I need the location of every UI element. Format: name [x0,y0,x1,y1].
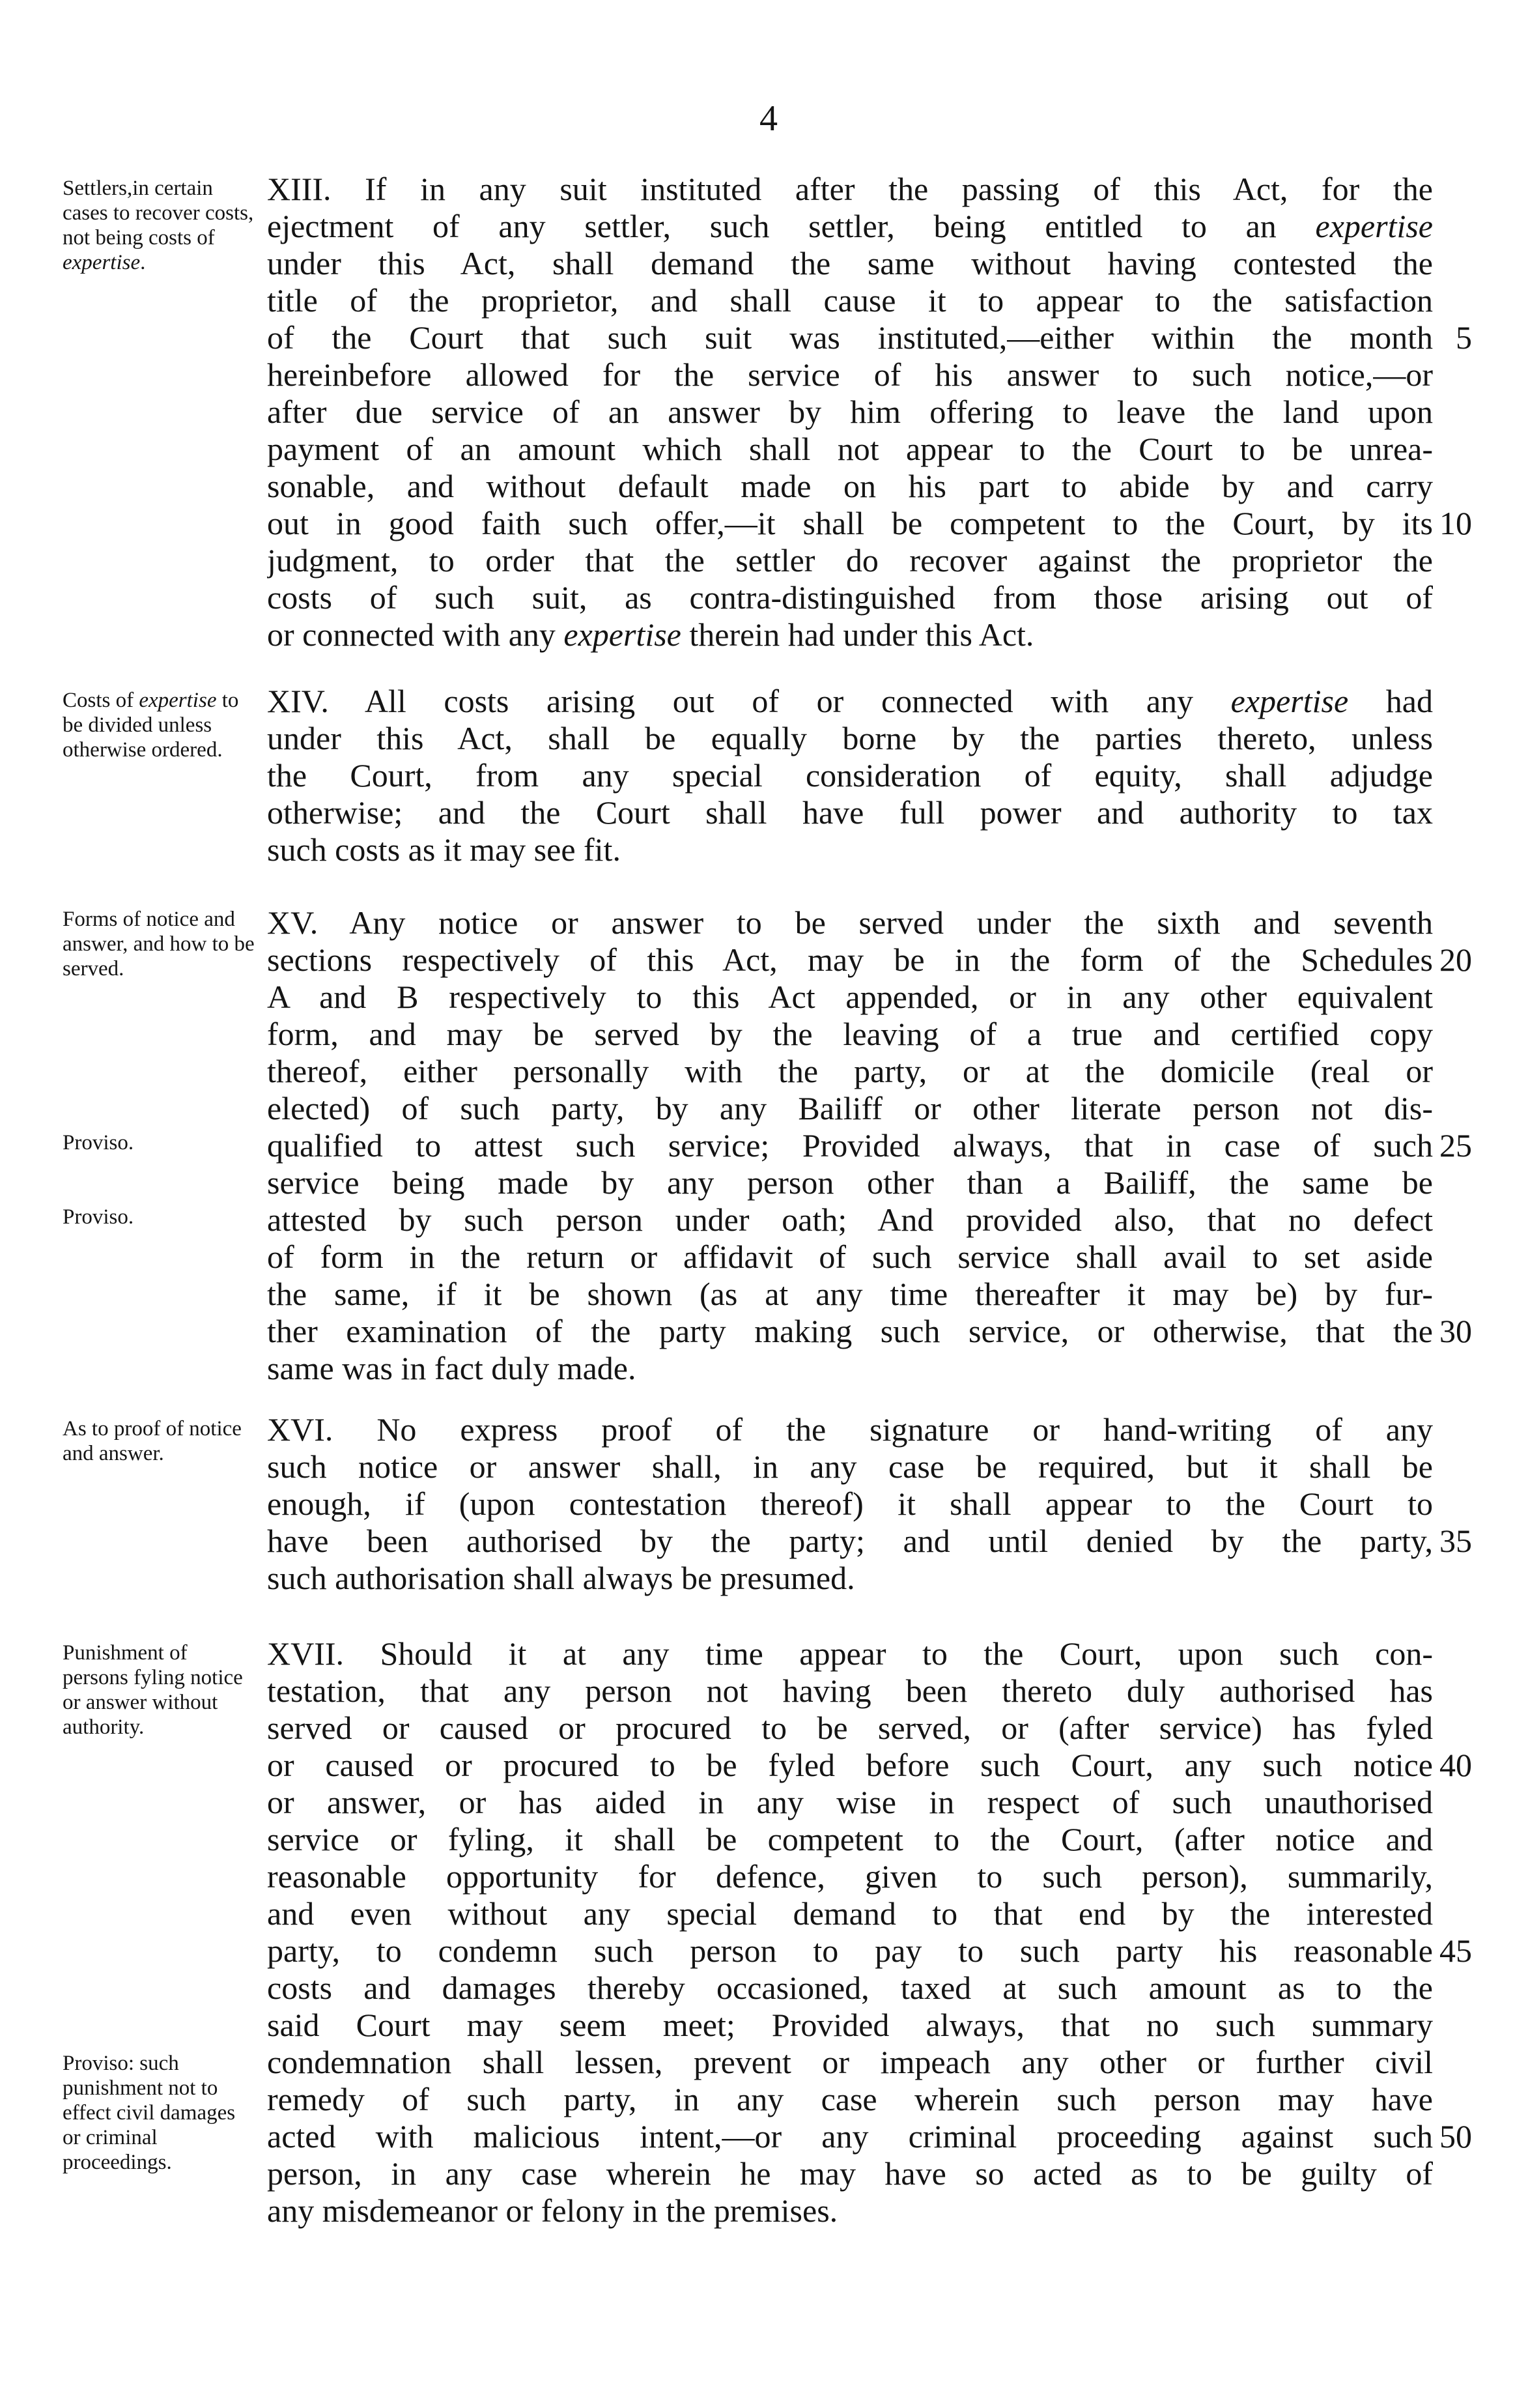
text-line: condemnation shall lessen, prevent or impeach any other or further civil [267,2044,1433,2080]
text-line: ther examination of the party making such service, or otherwise, that the [267,1313,1433,1349]
text-line: sonable, and without default made on his part to abide by and carry [267,468,1433,504]
text-line: or connected with any expertise therein had under this Act. [267,616,1034,653]
line-number: 20 [1439,941,1472,978]
text-line: person, in any case wherein he may have so acted as to be guilty of [267,2155,1433,2192]
section-text [267,1635,1433,2229]
margin-note: Costs of expertise to be divided unless otherwise ordered. [63,689,239,762]
text-line: XIII. If in any suit instituted after the passing of this Act, for the [267,171,1433,207]
text-line: acted with malicious intent,—or any criminal proceeding against such [267,2118,1433,2155]
text-line: qualified to attest such service; Provided always, that in case of such [267,1127,1433,1164]
line-number: 10 [1439,505,1472,541]
line-number: 35 [1439,1523,1472,1559]
text-line: testation, that any person not having been thereto duly authorised has [267,1672,1433,1709]
text-line: ejectment of any settler, such settler, being entitled to an expertise [267,208,1433,244]
text-line: any misdemeanor or felony in the premises. [267,2192,838,2229]
section-text [267,1411,1433,1597]
text-line: under this Act, shall demand the same without having contested the [267,245,1433,281]
line-number: 45 [1439,1932,1472,1969]
margin-note: Forms of notice and answer, and how to be served. [63,908,255,981]
margin-note: Proviso. [63,1205,134,1229]
line-number: 30 [1439,1313,1472,1349]
text-line: such authorisation shall always be presumed. [267,1560,855,1596]
page-number: 4 [759,98,778,139]
line-number: 25 [1439,1127,1472,1164]
text-line: of the Court that such suit was instituted,—either within the month [267,319,1433,356]
text-line: judgment, to order that the settler do recover against the proprietor the [267,542,1433,579]
margin-note: Proviso: such punishment not to effect civil damages or criminal proceedings. [63,2052,236,2174]
text-line: form, and may be served by the leaving of a true and certified copy [267,1016,1433,1052]
text-line: and even without any special demand to that end by the interested [267,1895,1433,1932]
section-text [267,904,1433,1387]
text-line: otherwise; and the Court shall have full power and authority to tax [267,794,1433,831]
text-line: served or caused or procured to be served, or (after service) has fyled [267,1710,1433,1746]
text-line: such notice or answer shall, in any case be required, but it shall be [267,1448,1433,1485]
text-line: A and B respectively to this Act appended, or in any other equivalent [267,979,1433,1015]
text-line: attested by such person under oath; And provided also, that no defect [267,1201,1433,1238]
text-line: enough, if (upon contestation thereof) it shall appear to the Court to [267,1485,1433,1522]
text-line: XV. Any notice or answer to be served under the sixth and seventh [267,904,1433,941]
text-line: party, to condemn such person to pay to such party his reasonable [267,1932,1433,1969]
text-line: XIV. All costs arising out of or connected with any expertise had [267,683,1433,719]
text-line: same was in fact duly made. [267,1350,636,1386]
text-line: XVI. No express proof of the signature or hand-writing of any [267,1411,1433,1448]
text-line: have been authorised by the party; and until denied by the party, [267,1523,1433,1559]
line-number: 50 [1439,2118,1472,2155]
line-number: 5 [1456,319,1472,356]
margin-note: Punishment of persons fyling notice or answer without authority. [63,1641,243,1739]
line-number: 40 [1439,1747,1472,1783]
text-line: such costs as it may see fit. [267,831,621,868]
text-line: of form in the return or affidavit of such service shall avail to set aside [267,1239,1433,1275]
text-line: or answer, or has aided in any wise in respect of such unauthorised [267,1784,1433,1820]
section-text [267,171,1433,653]
text-line: remedy of such party, in any case wherein such person may have [267,2081,1433,2117]
text-line: or caused or procured to be fyled before such Court, any such notice [267,1747,1433,1783]
text-line: thereof, either personally with the party, or at the domicile (real or [267,1053,1433,1089]
margin-note: As to proof of notice and answer. [63,1417,242,1465]
margin-note: Proviso. [63,1131,134,1154]
text-line: reasonable opportunity for defence, given to such person), summarily, [267,1858,1433,1895]
text-line: the Court, from any special consideration of equity, shall adjudge [267,757,1433,794]
text-line: said Court may seem meet; Provided always, that no such summary [267,2007,1433,2043]
section-text [267,683,1433,868]
text-line: under this Act, shall be equally borne by the parties thereto, unless [267,720,1433,756]
text-line: costs of such suit, as contra-distinguished from those arising out of [267,579,1433,616]
text-line: service being made by any person other than a Bailiff, the same be [267,1164,1433,1201]
text-line: hereinbefore allowed for the service of his answer to such notice,—or [267,356,1433,393]
text-line: sections respectively of this Act, may be in the form of the Schedules [267,941,1433,978]
text-line: out in good faith such offer,—it shall be competent to the Court, by its [267,505,1433,541]
text-line: XVII. Should it at any time appear to the Court, upon such con- [267,1635,1433,1672]
text-line: elected) of such party, by any Bailiff or other literate person not dis- [267,1090,1433,1126]
text-line: costs and damages thereby occasioned, taxed at such amount as to the [267,1970,1433,2006]
text-line: the same, if it be shown (as at any time thereafter it may be) by fur- [267,1276,1433,1312]
margin-note: Settlers,in certain cases to recover costs, not being costs of expertise. [63,177,254,274]
text-line: title of the proprietor, and shall cause it to appear to the satisfaction [267,282,1433,319]
text-line: payment of an amount which shall not appear to the Court to be unrea- [267,431,1433,467]
text-line: service or fyling, it shall be competent to the Court, (after notice and [267,1821,1433,1857]
text-line: after due service of an answer by him offering to leave the land upon [267,394,1433,430]
